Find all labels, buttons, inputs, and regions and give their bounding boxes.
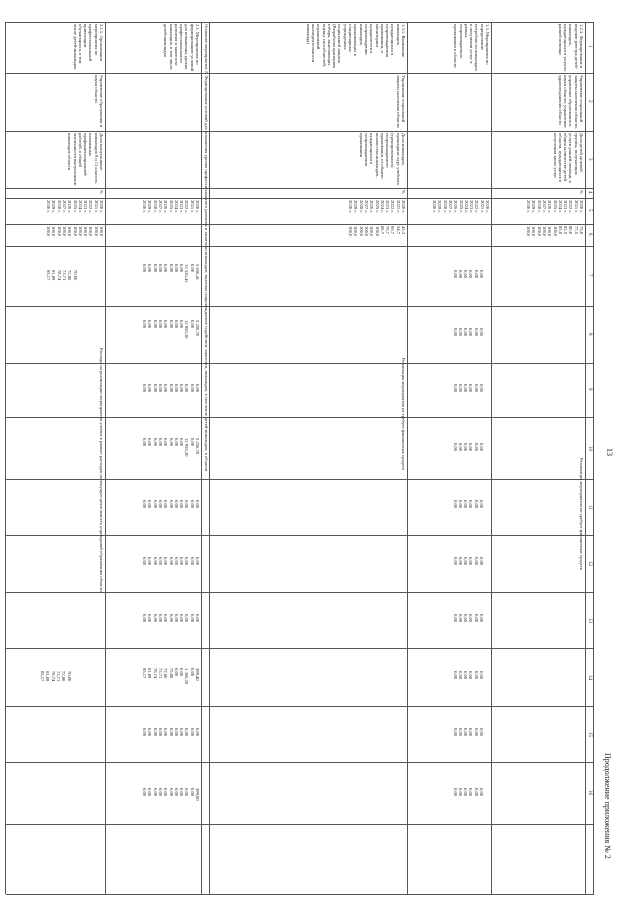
row-2-1-col8: 5 256,70 0,00 12 956,30 0,00 0,00 0,00 0,00 0,00 0,00 0,00 0,00 [142, 320, 200, 339]
row-1-2-3-note: Реализация мероприятия не требует финансовых средств [579, 458, 584, 570]
col-line [6, 479, 594, 480]
col-line [6, 198, 594, 199]
row-2-1-col15: 0,00 0,00 0,00 0,00 0,00 0,00 0,00 0,00 0,00 0,00 0,00 [142, 728, 200, 737]
row-2-1-col14: 399,40 0,00 1 366,20 0,00 0,00 75,80 72,80 73,71 78,74 81,89 85,17 [142, 668, 200, 685]
row-divider [491, 22, 492, 894]
row-1-3-col11: 0,00 0,00 0,00 0,00 0,00 0,00 [452, 500, 484, 509]
row-1-2-3-unit: % [579, 190, 584, 194]
row-1-3-1-values: 43,3 54,7 66,7 76,7 86,7 100,0 100,0 100,0 100,0 100,0 100,0 [348, 226, 406, 237]
row-1-2-3-years: 2020 г. 2021 г. 2022 г. 2023 г. 2024 г. 2025 г. 2026 г. 2027 г. 2028 г. 2029 г. 2030 г. [526, 200, 584, 213]
row-2-1-col10: 5 256,70 0,00 12 956,20 0,00 0,00 0,00 0,00 0,00 0,00 0,00 0,00 [142, 438, 200, 457]
col-line [6, 131, 594, 132]
col-number: 16 [587, 790, 592, 795]
row-2-1-1-unit: % [99, 190, 104, 194]
col-number: 3 [587, 158, 592, 161]
row-1-3-col16: 0,00 0,00 0,00 0,00 0,00 0,00 [452, 788, 484, 797]
row-2-1-1-name: 2.1.1. Организация мероприятия по профессиональной ориентации обучающихся, в том числе детей-инвалидов [72, 24, 104, 70]
col-number: 4 [587, 191, 592, 194]
row-2-1-col7: 5 656,41 0,00 13 335,43 0,00 0,00 0,00 0,00 0,00 0,00 0,00 0,00 [142, 264, 200, 283]
main-event-2-title: Основное мероприятие 2. Формирование условий для повышения уровня профессионального развития и занятости инвалидов, включая сопровождаемое содействие занятости, инвалидов, в том числе детей-инвалидов, в области [204, 24, 209, 472]
col-line [6, 224, 594, 225]
row-1-3-1-years: 2020 г. 2021 г. 2022 г. 2023 г. 2024 г. 2025 г. 2026 г. 2027 г. 2028 г. 2029 г. 2030 г. [348, 200, 406, 213]
col-number: 5 [587, 209, 592, 212]
col-number: 8 [587, 333, 592, 336]
row-1-3-1-name: 1.3.1. Выявление инвалидов, нуждающихся в сопровождаемом проживании, и мониторинг нуждаемости в сопровождении инвалидов, проживающих в стационарных учреждениях социальной защиты (Разработка критериев отбора, включающих оценку способностей, ограничений жизнедеятельности инвалида) [305, 24, 406, 69]
row-2-1-1-values: 100,0 100,0 100,0 100,0 100,0 100,0 100,0 100,0 100,0 100,0 100,0 [46, 226, 104, 237]
col-line [6, 592, 594, 593]
col-number: 7 [587, 274, 592, 277]
continuation-title: Продолжение приложения № 2 [603, 753, 612, 859]
col-number: 11 [587, 505, 592, 510]
col-line [6, 363, 594, 364]
row-1-3-name: 1.3. Мероприятия по определению потребности инвалидов в получении услуг в рамках сопровождаемого проживания в области [453, 24, 490, 71]
col-line [6, 73, 594, 74]
col-number: 6 [587, 233, 592, 236]
rotated-table-sheet [0, 18, 612, 898]
row-1-3-col9: 0,00 0,00 0,00 0,00 0,00 0,00 [452, 384, 484, 393]
row-2-1-1-executor: Управление образования и науки области [93, 75, 104, 128]
row-1-3-col7: 0,00 0,00 0,00 0,00 0,00 0,00 [452, 270, 484, 279]
row-2-1-col16: 399,00 0,00 0,00 0,00 0,00 0,00 0,00 0,00 0,00 0,00 0,00 [142, 788, 200, 801]
row-2-1-col9: 0,00 0,00 0,00 0,00 0,00 0,00 0,00 0,00 0,00 0,00 0,00 [142, 384, 200, 393]
row-2-1-1-note: Расходы на реализацию мероприятия учтены в рамках расходов на текущую деятельность учреждений образования области [99, 348, 104, 592]
col-line [6, 706, 594, 707]
row-divider [105, 22, 106, 894]
row-1-3-1-note: Реализация мероприятия не требует финансовых средств [401, 358, 406, 470]
col-line [6, 188, 594, 189]
row-1-3-col10: 0,00 0,00 0,00 0,00 0,00 0,00 [452, 443, 484, 452]
row-2-1-1-years: 2020 г. 2021 г. 2022 г. 2023 г. 2024 г. 2025 г. 2026 г. 2027 г. 2028 г. 2029 г. 2030 г. [46, 200, 104, 213]
row-1-3-col12: 0,00 0,00 0,00 0,00 0,00 0,00 [452, 557, 484, 566]
row-2-1-col11: 0,00 0,00 0,00 0,00 0,00 0,00 0,00 0,00 0,00 0,00 0,00 [142, 500, 200, 509]
row-2-1-col13: 0,00 0,00 0,00 0,00 0,00 0,00 0,00 0,00 0,00 0,00 0,00 [142, 614, 200, 623]
page-number: 13 [605, 448, 614, 456]
table-bottom-border [5, 22, 6, 894]
row-1-2-3-executor: Управление социальной защиты населения области, управление образования и науки области, управление здравоохранения области [557, 75, 584, 129]
col-number: 1 [587, 45, 592, 48]
col-number: 13 [587, 618, 592, 623]
col-number: 9 [587, 388, 592, 391]
col-line [6, 306, 594, 307]
row-1-3-col15: 0,00 0,00 0,00 0,00 0,00 0,00 [452, 728, 484, 737]
row-divider [407, 22, 408, 894]
col-number: 10 [587, 446, 592, 451]
row-1-2-3-values: 75,0 77,5 80,0 82,5 85,0 100,0 100,0 100,0 100,0 100,0 100,0 [526, 226, 584, 237]
row-1-3-col14: 0,00 0,00 0,00 0,00 0,00 0,00 [452, 671, 484, 680]
col-line [6, 246, 594, 247]
col-line [6, 824, 594, 825]
row-1-3-1-unit: % [401, 190, 406, 194]
row-2-1-years: 2020 г. 2021 г. 2022 г. 2023 г. 2024 г. 2025 г. 2026 г. 2027 г. 2028 г. 2029 г. 2030 г. [142, 200, 200, 213]
row-1-3-col8: 0,00 0,00 0,00 0,00 0,00 0,00 [452, 328, 484, 337]
col-line [6, 648, 594, 649]
col-line [6, 894, 594, 895]
row-2-1-name: 2.1. Мероприятия по формированию условий для повышения уровня профессионального развития и занятости инвалидов, в том числе детей-инвалидов [163, 24, 200, 72]
row-divider [201, 22, 202, 894]
col-number: 15 [587, 732, 592, 737]
row-divider [209, 22, 210, 894]
table-top-border [593, 22, 594, 894]
row-2-1-1-indicator: Доля выпускников-инвалидов 9 и 11 классов, охваченных профориентационной работой, в общей численности выпускников-инвалидов области [67, 133, 104, 187]
row-2-1-1-col14: 70,00 72,80 73,71 78,74 81,89 85,17 [40, 671, 72, 682]
col-line [6, 762, 594, 763]
column-numbers-bottom [585, 22, 586, 894]
row-1-2-3-indicator: Доля детей целевой группы, получающих услуги ранней помощи, в общем количестве детей области, нуждающихся в получении таких услуг [552, 133, 584, 183]
row-1-3-years: 2020 г. 2021 г. 2022 г. 2023 г. 2024 г. 2025 г. 2026 г. 2027 г. 2028 г. 2029 г. 2030 г. [432, 200, 490, 213]
row-1-2-3-name: 1.2.3. Формирование и ведение реестра детей-инвалидов, нуждающихся в услугах ранней помощи [557, 24, 584, 72]
row-2-1-1-col7: 70,00 72,80 73,71 78,74 81,89 85,17 [46, 270, 78, 281]
col-number: 2 [587, 100, 592, 103]
row-1-3-col13: 0,00 0,00 0,00 0,00 0,00 0,00 [452, 614, 484, 623]
row-1-3-1-indicator: Доля инвалидов, прошедших курс учебного (тренировочного) сопровождаемого проживания, от общего количества инвалидов, нуждающихся в сопровождаемом проживании [358, 133, 406, 186]
col-line [6, 535, 594, 536]
col-number: 12 [587, 561, 592, 566]
row-1-3-1-executor: Управление социальной защиты населения области [395, 75, 406, 128]
col-line [6, 417, 594, 418]
col-line [6, 22, 594, 23]
col-number: 14 [587, 675, 592, 680]
row-2-1-col12: 0,00 0,00 0,00 0,00 0,00 0,00 0,00 0,00 0,00 0,00 0,00 [142, 557, 200, 566]
